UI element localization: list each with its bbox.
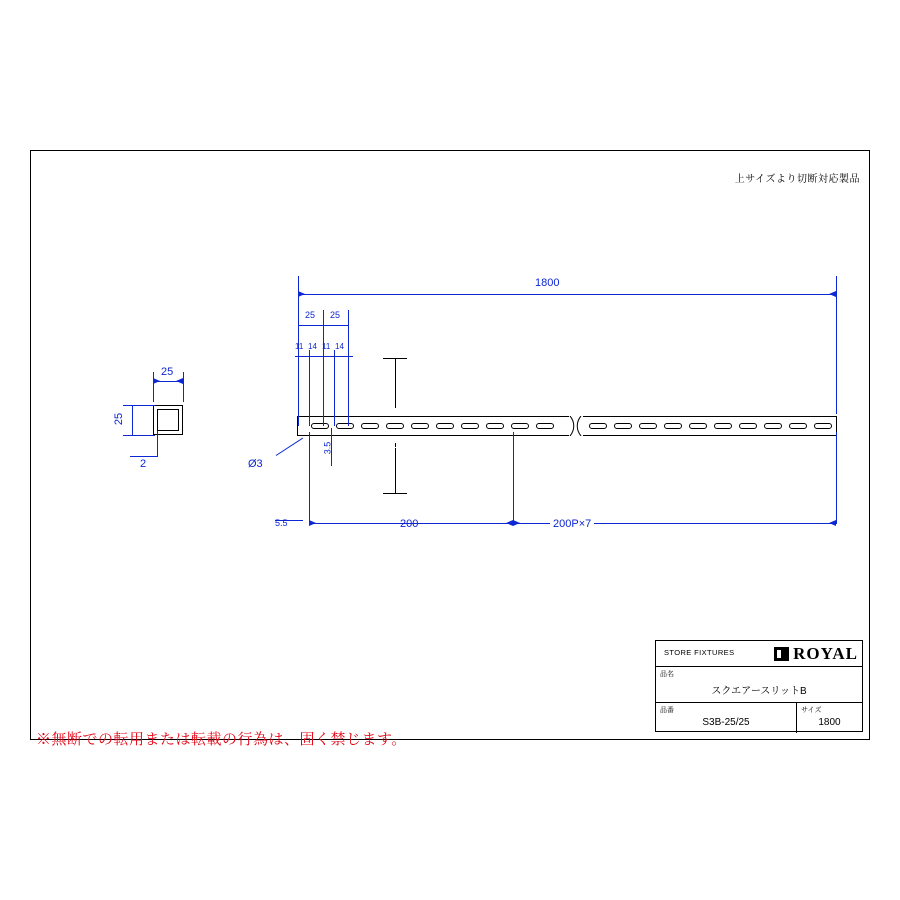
slot: [411, 423, 429, 429]
bottom-arrow-200-left: [309, 520, 316, 526]
slot: [789, 423, 807, 429]
first-span-value: 200: [400, 518, 419, 530]
title-block: [655, 640, 863, 732]
centerline-tick-top: [383, 358, 407, 359]
section-dim-ext-left: [153, 372, 154, 402]
bottom-ext-200-right: [513, 432, 514, 524]
slot: [461, 423, 479, 429]
thickness-value: 2: [140, 458, 147, 470]
product-name-value: スクエアースリットB: [711, 686, 807, 697]
copyright-warning: ※無断での転用または転載の行為は、固く禁じます。: [36, 731, 407, 748]
slot: [361, 423, 379, 429]
title-block-divider: [796, 703, 797, 733]
part-no-value: S3B-25/25: [702, 717, 750, 728]
bottom-arrow-200p-right: [829, 520, 836, 526]
hole-dim-line: [295, 356, 353, 357]
top-note: 上サイズより切断対応製品: [734, 174, 860, 185]
slot: [614, 423, 632, 429]
slot: [714, 423, 732, 429]
slot: [814, 423, 832, 429]
section-dim-arrow-left: [153, 378, 160, 384]
section-width-value: 25: [161, 366, 174, 378]
hole-spacing-2: 14: [308, 342, 317, 351]
hole-ext-4: [334, 350, 335, 426]
hole-spacing-3: 11: [322, 342, 331, 351]
slot: [386, 423, 404, 429]
hole-diameter-value: Ø3: [248, 458, 263, 470]
store-fixtures-label: STORE FIXTURES: [664, 648, 735, 657]
hole-spacing-4: 14: [335, 342, 344, 351]
part-no-label: 品番: [660, 707, 674, 714]
title-block-row-brand: [656, 641, 862, 667]
hole-ext-2: [309, 350, 310, 426]
section-inner-outline: [157, 409, 179, 431]
slot: [739, 423, 757, 429]
slot: [436, 423, 454, 429]
hole-ext-5: [348, 350, 349, 426]
overall-dim-line: [298, 294, 836, 295]
hole-spacing-1: 11: [295, 342, 304, 351]
section-dim-line-left: [132, 405, 133, 435]
slotted-bar-view: [297, 416, 837, 436]
overall-length-value: 1800: [535, 277, 560, 289]
centerline-dash-mid-upper: [395, 404, 396, 408]
slot: [336, 423, 354, 429]
royal-logo-mark-icon: [774, 647, 789, 661]
size-value: 1800: [818, 717, 841, 728]
slot: [589, 423, 607, 429]
slot: [486, 423, 504, 429]
centerline-tick-bottom: [383, 493, 407, 494]
pitch25-ext-c: [348, 310, 349, 350]
section-dim-arrow-right: [176, 378, 183, 384]
slot: [639, 423, 657, 429]
hole-ext-3: [323, 350, 324, 426]
overall-arrow-left: [298, 291, 305, 297]
slot: [764, 423, 782, 429]
pitch25-value-1: 25: [305, 310, 316, 320]
overall-arrow-right: [829, 291, 836, 297]
repeat-span-value: 200P×7: [550, 518, 594, 530]
centerline-dash-mid-lower: [395, 443, 396, 447]
centerline-lower: [395, 448, 396, 494]
royal-logo: [754, 645, 858, 662]
slot-width-value: 3.5: [322, 441, 333, 455]
centerline-upper: [395, 358, 396, 404]
royal-logo-text: ROYAL: [793, 643, 858, 663]
break-icon: [567, 416, 587, 436]
section-dim-ext-right: [183, 372, 184, 402]
slot: [311, 423, 329, 429]
overall-ext-right: [836, 276, 837, 414]
pitch25-line-2: [323, 325, 348, 326]
pitch25-line-1: [298, 325, 323, 326]
edge-offset-value: 5.5: [275, 518, 288, 528]
pitch25-value-2: 25: [330, 310, 341, 320]
title-block-row-partno: [656, 703, 862, 733]
size-label: サイズ: [801, 707, 822, 714]
slot: [664, 423, 682, 429]
slot: [689, 423, 707, 429]
hole-ext-1: [298, 350, 299, 426]
section-dim-ext-top: [123, 405, 155, 406]
bottom-ext-200-left: [309, 432, 310, 524]
thickness-ext: [157, 431, 158, 457]
section-height-value: 25: [113, 412, 126, 426]
bottom-arrow-200-right: [506, 520, 513, 526]
bottom-ext-200p-right: [836, 432, 837, 524]
product-name-label: 品名: [660, 671, 674, 678]
slot: [536, 423, 554, 429]
break-symbol: [567, 416, 581, 436]
title-block-row-product: [656, 667, 862, 703]
section-dim-ext-bottom: [123, 435, 155, 436]
thickness-line: [130, 456, 158, 457]
slot: [511, 423, 529, 429]
bottom-arrow-200p-left: [513, 520, 520, 526]
